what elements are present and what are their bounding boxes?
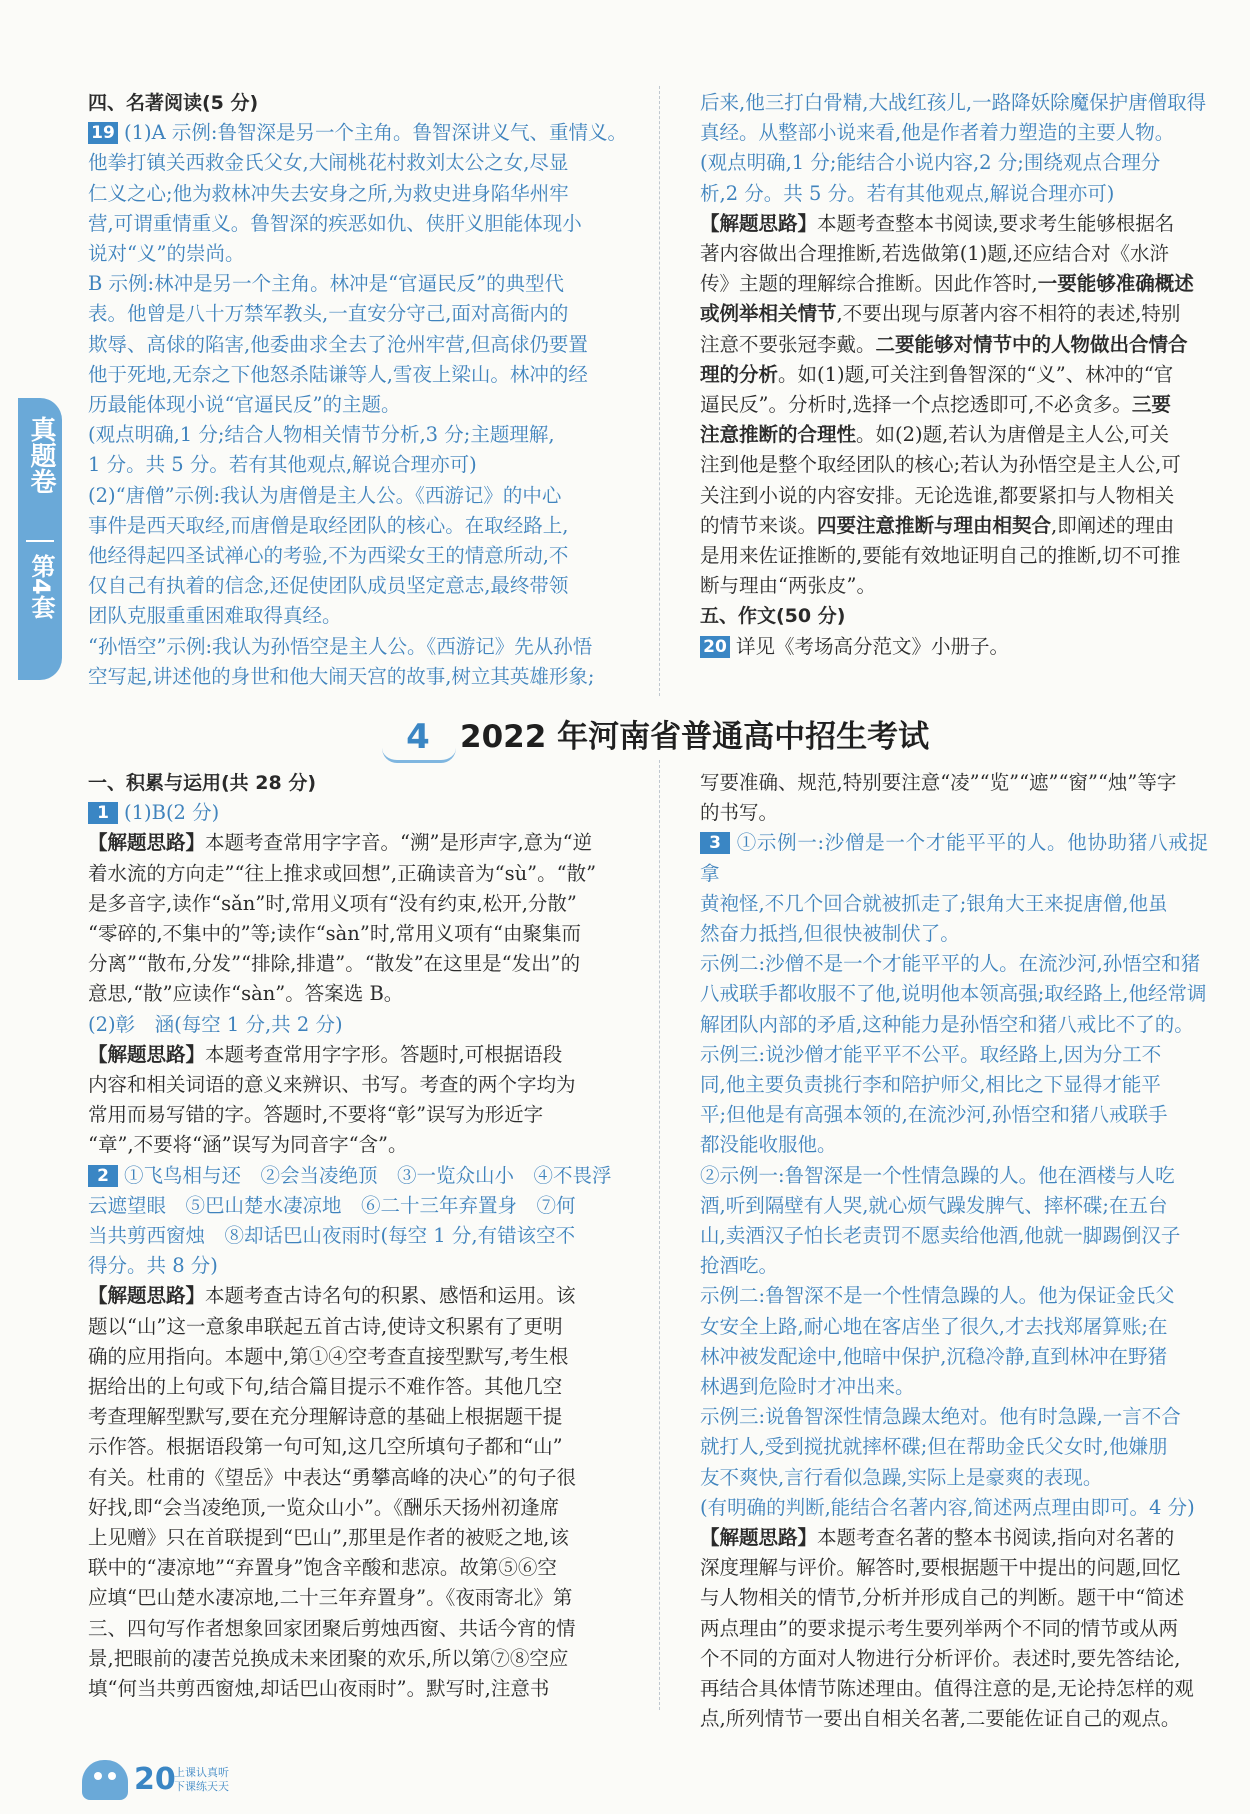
answer-line: 示例二:沙僧不是一个才能平平的人。在流沙河,孙悟空和猪 [700,952,1201,976]
answer-line: “孙悟空”示例:我认为孙悟空是主人公。《西游记》先从孙悟 [88,634,593,658]
analysis-label: 【解题思路】 [700,1526,818,1550]
mascot-eye-icon [94,1772,102,1780]
answer-line: (有明确的判断,能结合名著内容,简述两点理由即可。4 分) [700,1495,1195,1519]
analysis-line: 是用来佐证推断的,要能有效地证明自己的推断,切不可推 [700,544,1181,568]
side-tab-separator [26,540,54,542]
answer-line: 历最能体现小说“官逼民反”的主题。 [88,393,401,417]
analysis-text: 。如(1)题,可关注到鲁智深的“义”、林冲的“官 [778,362,1174,386]
analysis-line: 题以“山”这一意象串联起五首古诗,使诗文积累有了更明 [88,1314,563,1338]
analysis-line: 填“何当共剪西窗烛,却话巴山夜雨时”。默写时,注意书 [88,1677,550,1701]
analysis-text: 本题考查常用字字音。“溯”是形声字,意为“逆 [205,831,593,855]
analysis-line: “章”,不要将“涵”误写为同音字“含”。 [88,1133,408,1157]
analysis-line [700,360,1208,390]
answer-line: 示例二:鲁智深不是一个性情急躁的人。他为保证金氏父 [700,1284,1175,1308]
analysis-text: 逼民反”。分析时,选择一个点挖透即可,不必贪多。 [700,393,1132,417]
analysis-line [700,1523,1208,1553]
analysis-text: 传》主题的理解综合推断。因此作答时, [700,272,1038,296]
question-number-badge: 2 [88,1165,118,1187]
answer-line [88,1161,633,1191]
analysis-line [700,390,1208,420]
answer-line: 女安全上路,耐心地在客店坐了很久,才去找郑屠算账;在 [700,1314,1168,1338]
answer-text: ①飞鸟相与还 ②会当凌绝顶 ③一览众山小 ④不畏浮 [124,1163,612,1187]
analysis-line: 分离”“散布,分发”“排除,排遣”。“散发”在这里是“发出”的 [88,952,581,976]
analysis-text: 本题考查整本书阅读,要求考生能够根据名 [817,211,1175,235]
answer-line: 后来,他三打白骨精,大战红孩儿,一路降妖除魔保护唐僧取得 [700,91,1207,114]
question-number-badge: 20 [700,636,730,658]
analysis-line: 联中的“凄凉地”“弃置身”饱含辛酸和悲凉。故第⑤⑥空 [88,1556,557,1580]
section-title: 2022 年河南省普通高中招生考试 [460,719,930,755]
answer-line: 林冲被发配途中,他暗中保护,沉稳冷静,直到林冲在野猪 [700,1344,1168,1368]
answer-line [88,118,633,148]
column-divider-bottom [659,760,660,1710]
answer-line: 表。他曾是八十万禁军教头,一直安分守己,面对高衙内的 [88,302,569,326]
analysis-line: 著内容做出合理推断,若选做第(1)题,还应结合对《水浒 [700,242,1170,266]
analysis-line: 是多音字,读作“sǎn”时,常用义项有“没有约束,松开,分散” [88,891,577,915]
analysis-line [700,299,1208,329]
analysis-line [700,269,1208,299]
question-number-badge: 3 [700,832,730,854]
analysis-text: 。如(2)题,若认为唐僧是主人公,可关 [856,423,1170,447]
answer-line: 析,2 分。共 5 分。若有其他观点,解说合理亦可) [700,181,1115,205]
analysis-line: 个不同的方面对人物进行分析评价。表述时,要先答结论, [700,1646,1181,1670]
answer-line: 示例三:说沙僧才能平平不公平。取经路上,因为分工不 [700,1042,1162,1066]
analysis-line: 关注到小说的内容安排。无论选谁,都要紧扣与人物相关 [700,483,1175,507]
analysis-text: ,不要出现与原著内容不相符的表述,特别 [836,302,1181,326]
answer-line: 说对“义”的崇尚。 [88,242,245,266]
answer-line: 欺辱、高俅的陷害,他委曲求全去了沧州牢营,但高俅仍要置 [88,332,588,356]
answer-line: 抢酒吃。 [700,1254,779,1278]
mascot-icon [82,1760,128,1800]
analysis-line: 再结合具体情节陈述理由。值得注意的是,无论持怎样的观 [700,1677,1194,1701]
analysis-line [88,828,633,858]
analysis-line: 两点理由”的要求提示考生要列举两个不同的情节或从两 [700,1616,1178,1640]
section-heading-writing: 五、作文(50 分) [700,605,846,628]
analysis-line: 考查理解型默写,要在充分理解诗意的基础上根据题干提 [88,1405,563,1429]
answer-line: 空写起,讲述他的身世和他大闹天宫的故事,树立其英雄形象; [88,664,595,688]
section-heading-classics: 四、名著阅读(5 分) [88,92,259,114]
answer-line: 酒,听到隔壁有人哭,就心烦气躁发脾气、摔杯碟;在五台 [700,1193,1168,1217]
analysis-emphasis: 注意推断的合理性 [700,423,857,447]
analysis-line: 断与理由“两张皮”。 [700,574,876,598]
answer-line: 事件是西天取经,而唐僧是取经团队的核心。在取经路上, [88,513,569,537]
answer-text: (1)A 示例:鲁智深是另一个主角。鲁智深讲义气、重情义。 [124,121,627,145]
analysis-line: 上见赠》只在首联提到“巴山”,那里是作者的被贬之地,该 [88,1526,569,1550]
footer-slogan [174,1766,229,1794]
column-divider-top [659,86,660,696]
analysis-text: ,即阐述的理由 [1051,513,1175,537]
analysis-line: 着水流的方向走”“往上推求或回想”,正确读音为“sù”。“散” [88,861,597,885]
analysis-line: 意思,“散”应读作“sàn”。答案选 B。 [88,982,404,1006]
answer-line: 然奋力抵挡,但很快被制伏了。 [700,922,960,946]
answer-line: 山,卖酒汉子怕长老责罚不愿卖给他酒,他就一脚踢倒汉子 [700,1224,1181,1248]
analysis-line: 的书写。 [700,801,779,825]
analysis-line: 三、四句写作者想象回家团聚后剪烛西窗、共话今宵的情 [88,1616,576,1640]
analysis-line: “零碎的,不集中的”等;读作“sàn”时,常用义项有“由聚集而 [88,922,582,946]
question-number-badge: 19 [88,122,118,144]
top-right-column [700,88,1208,662]
answer-line: 营,可谓重情重义。鲁智深的疾恶如仇、侠肝义胆能体现小 [88,211,582,235]
answer-line: (2)“唐僧”示例:我认为唐僧是主人公。《西游记》的中心 [88,483,562,507]
analysis-line: 据给出的上句或下句,结合篇目提示不难作答。其他几空 [88,1375,563,1399]
analysis-emphasis: 一要能够准确概述 [1037,272,1194,296]
footer-slogan-line: 上课认真听 [174,1766,229,1779]
answer-line: 得分。共 8 分) [88,1254,218,1278]
analysis-line: 深度理解与评价。解答时,要根据题干中提出的问题,回忆 [700,1556,1181,1580]
footer-slogan-line: 下课练天天 [174,1780,229,1793]
analysis-line: 常用而易写错的字。答题时,不要将“彰”误写为形近字 [88,1103,544,1127]
analysis-emphasis: 三要 [1131,393,1171,417]
answer-line: 示例三:说鲁智深性情急躁太绝对。他有时急躁,一言不合 [700,1405,1181,1429]
analysis-line [88,1281,633,1311]
analysis-text: 本题考查名著的整本书阅读,指向对名著的 [817,1526,1175,1550]
analysis-line: 写要准确、规范,特别要注意“凌”“览”“遮”“窗”“烛”等字 [700,771,1177,794]
answer-line [700,632,1208,662]
analysis-line: 景,把眼前的凄苦兑换成未来团聚的欢乐,所以第⑦⑧空应 [88,1646,569,1670]
page-footer [82,1758,262,1802]
answer-line: 他拳打镇关西救金氏父女,大闹桃花村救刘太公之女,尽显 [88,151,569,175]
analysis-line: 注到他是整个取经团队的核心;若认为孙悟空是主人公,可 [700,453,1181,477]
answer-line: ②示例一:鲁智深是一个性情急躁的人。他在酒楼与人吃 [700,1163,1175,1187]
analysis-line: 有关。杜甫的《望岳》中表达“勇攀高峰的决心”的句子很 [88,1465,576,1489]
answer-line: 黄袍怪,不几个回合就被抓走了;银角大王来捉唐僧,他虽 [700,891,1168,915]
analysis-text: 注意不要张冠李戴。 [700,332,876,356]
section-number-underline [382,748,456,763]
analysis-label: 【解题思路】 [88,831,206,855]
section-heading-accumulation: 一、积累与运用(共 28 分) [88,772,317,794]
top-left-column [88,88,633,692]
mascot-eye-icon [108,1772,116,1780]
analysis-line: 应填“巴山楚水凄凉地,二十三年弃置身”。《夜雨寄北》第 [88,1586,573,1610]
answer-line: 当共剪西窗烛 ⑧却话巴山夜雨时(每空 1 分,有错该空不 [88,1224,576,1248]
analysis-line [88,1040,633,1070]
answer-line: 仁义之心;他为救林冲失去安身之所,为救史进身陷华州牢 [88,181,569,205]
analysis-text: 本题考查常用字字形。答题时,可根据语段 [205,1042,563,1066]
bottom-right-column [700,768,1208,1735]
answer-line [700,828,1208,888]
answer-line: 平;但他是有高强本领的,在流沙河,孙悟空和猪八戒联手 [700,1103,1168,1127]
analysis-label: 【解题思路】 [700,211,818,235]
analysis-label: 【解题思路】 [88,1042,206,1066]
answer-line: 友不爽快,言行看似急躁,实际上是豪爽的表现。 [700,1465,1103,1489]
analysis-text: 本题考查古诗名句的积累、感悟和运用。该 [205,1284,576,1308]
analysis-line: 好找,即“会当凌绝顶,一览众山小”。《酬乐天扬州初逢席 [88,1495,560,1519]
bottom-left-column [88,768,633,1704]
analysis-line: 确的应用指向。本题中,第①④空考查直接型默写,考生根 [88,1344,569,1368]
answer-line: 都没能收服他。 [700,1133,837,1157]
analysis-emphasis: 理的分析 [700,362,779,386]
answer-line: B 示例:林冲是另一个主角。林冲是“官逼民反”的典型代 [88,272,565,296]
analysis-line [700,420,1208,450]
analysis-emphasis: 四要注意推断与理由相契合 [817,513,1052,537]
answer-line: 云遮望眼 ⑤巴山楚水凄凉地 ⑥二十三年弃置身 ⑦何 [88,1193,576,1217]
answer-line [88,798,633,828]
answer-line: 就打人,受到搅扰就摔杯碟;但在帮助金氏父女时,他嫌朋 [700,1435,1168,1459]
analysis-label: 【解题思路】 [88,1284,206,1308]
exam-section-banner [388,714,948,762]
answer-line: 八戒联手都收服不了他,说明他本领高强;取经路上,他经常调 [700,982,1207,1006]
answer-line: (观点明确,1 分;能结合小说内容,2 分;围绕观点合理分 [700,151,1161,175]
page-number: 20 [134,1762,176,1797]
analysis-emphasis: 或例举相关情节 [700,302,837,326]
answer-line: 他于死地,无奈之下他怒杀陆谦等人,雪夜上梁山。林冲的经 [88,362,588,386]
answer-line: 同,他主要负责挑行李和陪护师父,相比之下显得才能平 [700,1073,1161,1097]
question-number-badge: 1 [88,802,118,824]
answer-line: 林遇到危险时才冲出来。 [700,1375,915,1399]
analysis-line: 点,所列情节一要出自相关名著,二要能佐证自己的观点。 [700,1707,1181,1731]
answer-line: 解团队内部的矛盾,这种能力是孙悟空和猪八戒比不了的。 [700,1012,1194,1036]
answer-line: 仅自己有执着的信念,还促使团队成员坚定意志,最终带领 [88,574,569,598]
answer-line: (观点明确,1 分;结合人物相关情节分析,3 分;主题理解, [88,423,555,447]
analysis-line [700,330,1208,360]
answer-line: (2)彰 涵(每空 1 分,共 2 分) [88,1012,343,1036]
answer-line: 1 分。共 5 分。若有其他观点,解说合理亦可) [88,453,477,477]
analysis-line [700,511,1208,541]
side-tab-label-bottom: 第4套 [27,554,55,619]
analysis-line: 与人物相关的情节,分析并形成自己的判断。题干中“简述 [700,1586,1185,1610]
answer-text: 详见《考场高分范文》小册子。 [736,634,1010,658]
analysis-line [700,209,1208,239]
analysis-emphasis: 二要能够对情节中的人物做出合情合 [875,332,1188,356]
analysis-text: 的情节来谈。 [700,513,818,537]
answer-line: 真经。从整部小说来看,他是作者着力塑造的主要人物。 [700,121,1175,145]
answer-line: 团队克服重重困难取得真经。 [88,604,342,628]
answer-line: 他经得起四圣试禅心的考验,不为西梁女王的情意所动,不 [88,544,569,568]
section-number: 4 [406,717,430,757]
answer-text: (1)B(2 分) [124,801,220,825]
answer-text: ①示例一:沙僧是一个才能平平的人。他协助猪八戒捉拿 [700,831,1208,885]
side-tab [18,398,62,680]
analysis-line: 内容和相关词语的意义来辨识、书写。考查的两个字均为 [88,1073,576,1097]
side-tab-label-top: 真题卷 [26,416,56,494]
analysis-line: 示作答。根据语段第一句可知,这几空所填句子都和“山” [88,1435,563,1459]
